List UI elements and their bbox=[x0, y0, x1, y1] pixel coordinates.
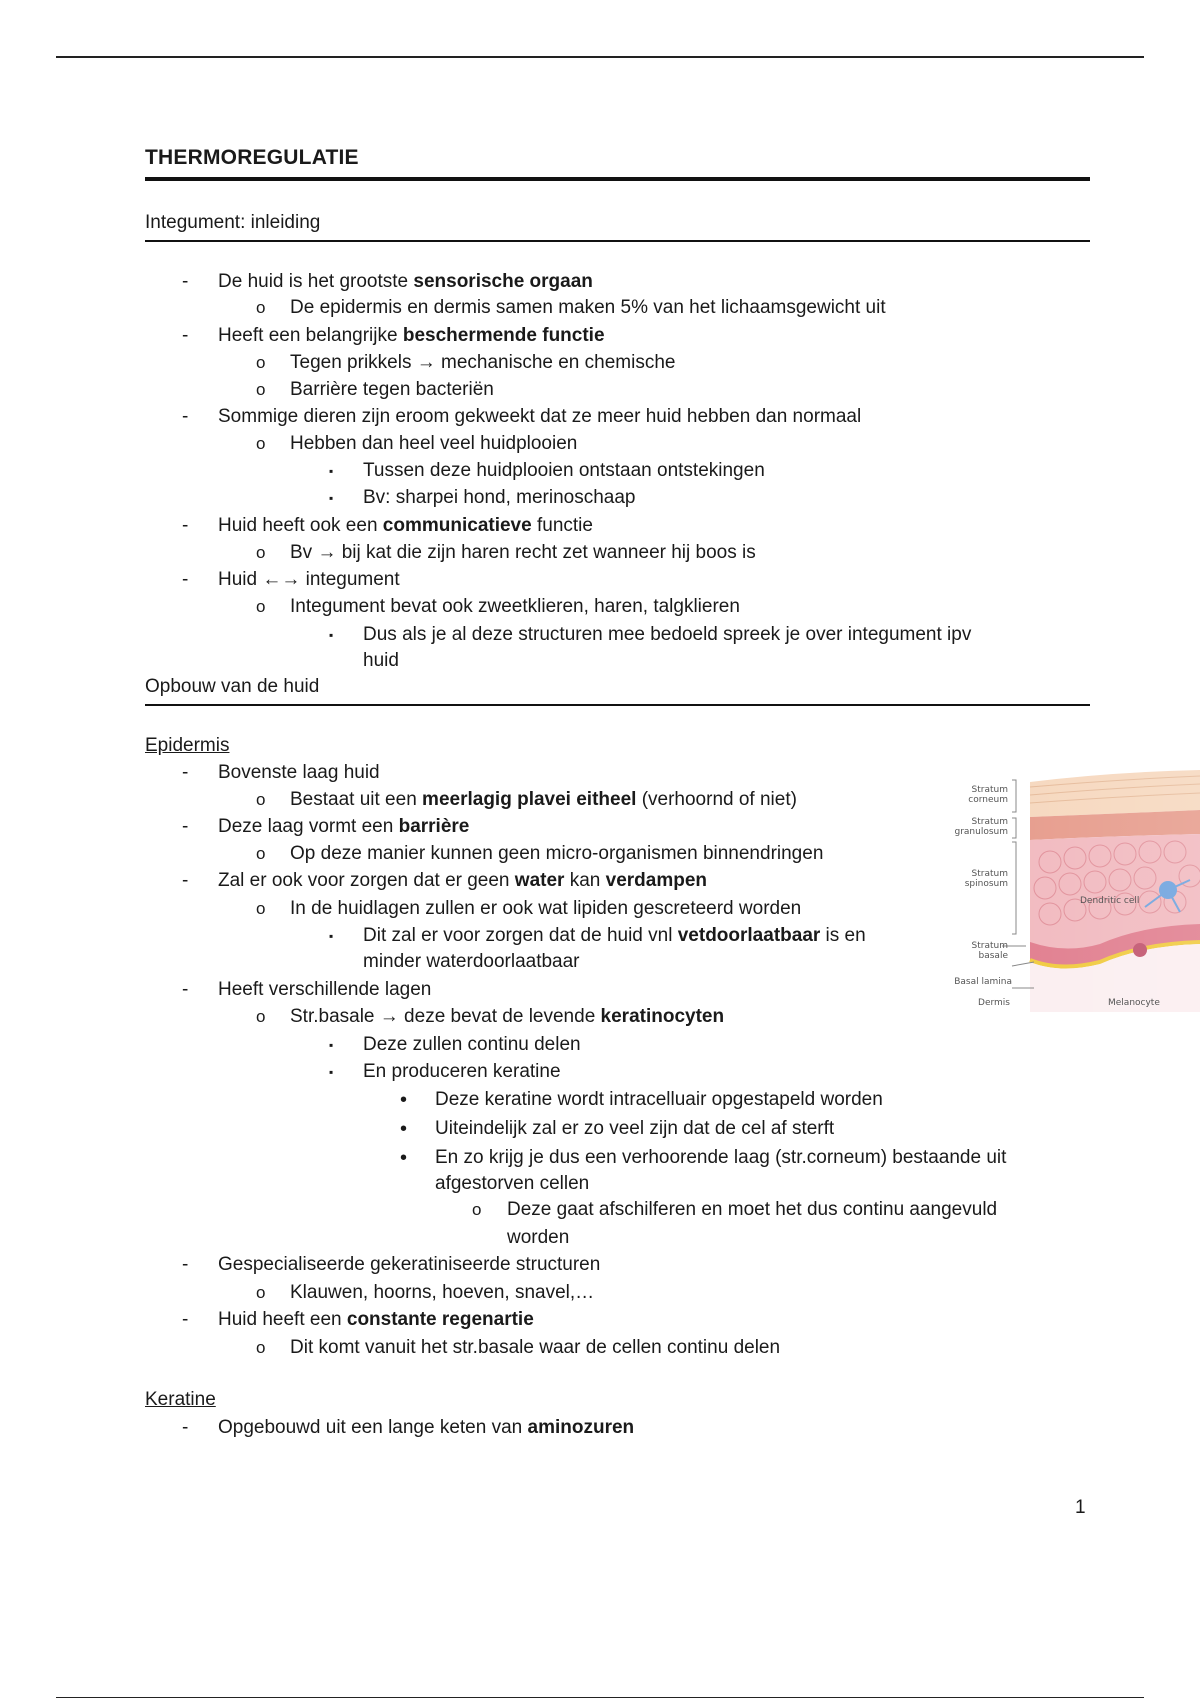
bullet-marker: - bbox=[182, 816, 189, 837]
list-item: Gespecialiseerde gekeratiniseerde structuren bbox=[218, 1254, 601, 1275]
list-item: Huid heeft een constante regenartie bbox=[218, 1309, 534, 1330]
page-bottom-rule bbox=[56, 1697, 1144, 1698]
label-dendritic-cell: Dendritic cell bbox=[1080, 896, 1140, 906]
bullet-marker: o bbox=[256, 543, 266, 562]
bullet-marker: - bbox=[182, 870, 189, 891]
section-heading-opbouw: Opbouw van de huid bbox=[145, 676, 320, 697]
label-dermis: Dermis bbox=[978, 998, 1010, 1008]
bullet-marker: - bbox=[182, 979, 189, 1000]
bullet-marker: o bbox=[256, 790, 266, 809]
bullet-marker: • bbox=[400, 1147, 408, 1169]
bullet-marker: ▪ bbox=[329, 464, 334, 478]
list-item: En zo krijg je dus een verhoorende laag (str.corneum) bestaande uit bbox=[435, 1147, 1007, 1168]
list-item: In de huidlagen zullen er ook wat lipiden gescreteerd worden bbox=[290, 898, 802, 919]
list-item: Uiteindelijk zal er zo veel zijn dat de cel af sterft bbox=[435, 1118, 835, 1139]
bullet-marker: - bbox=[182, 1309, 189, 1330]
list-item: Deze zullen continu delen bbox=[363, 1034, 581, 1055]
label-stratum-spinosum: Stratum spinosum bbox=[964, 869, 1008, 889]
bullet-marker: - bbox=[182, 271, 189, 292]
list-item-continuation: worden bbox=[507, 1227, 570, 1248]
bullet-marker: - bbox=[182, 762, 189, 783]
list-item: Deze gaat afschilferen en moet het dus continu aangevuld bbox=[507, 1199, 998, 1220]
list-item: Op deze manier kunnen geen micro-organismen binnendringen bbox=[290, 843, 824, 864]
section-heading-integument: Integument: inleiding bbox=[145, 212, 321, 233]
label-stratum-basale: Stratum basale bbox=[971, 941, 1008, 961]
bullet-marker: ▪ bbox=[329, 929, 334, 943]
bullet-marker: o bbox=[256, 1338, 266, 1357]
bullet-marker: o bbox=[256, 353, 266, 372]
list-item: Deze keratine wordt intracelluair opgestapeld worden bbox=[435, 1089, 883, 1110]
list-item: Zal er ook voor zorgen dat er geen water kan verdampen bbox=[218, 870, 708, 891]
list-item: Huid heeft ook een communicatieve functie bbox=[218, 515, 593, 536]
bullet-marker: ▪ bbox=[329, 1038, 334, 1052]
bullet-marker: ▪ bbox=[329, 1065, 334, 1079]
list-item: En produceren keratine bbox=[363, 1061, 561, 1082]
list-item: Heeft een belangrijke beschermende functie bbox=[218, 325, 605, 346]
bullet-marker: - bbox=[182, 1417, 189, 1438]
list-item: Opgebouwd uit een lange keten van aminozuren bbox=[218, 1417, 635, 1438]
list-item-continuation: huid bbox=[363, 650, 399, 671]
label-stratum-corneum: Stratum corneum bbox=[968, 785, 1008, 805]
bullet-marker: o bbox=[256, 1007, 266, 1026]
list-item: Tegen prikkels → mechanische en chemische bbox=[290, 352, 676, 373]
section-underline bbox=[145, 240, 1090, 242]
subheading-epidermis: Epidermis bbox=[145, 735, 230, 756]
section-underline bbox=[145, 704, 1090, 706]
list-item: Deze laag vormt een barrière bbox=[218, 816, 470, 837]
list-item: Hebben dan heel veel huidplooien bbox=[290, 433, 578, 454]
list-item: Tussen deze huidplooien ontstaan ontstekingen bbox=[363, 460, 765, 481]
list-item-continuation: minder waterdoorlaatbaar bbox=[363, 951, 580, 972]
bullet-marker: - bbox=[182, 515, 189, 536]
list-item: Klauwen, hoorns, hoeven, snavel,… bbox=[290, 1282, 595, 1303]
page-number: 1 bbox=[1075, 1497, 1086, 1518]
list-item: De huid is het grootste sensorische orgaan bbox=[218, 271, 593, 292]
bullet-marker: o bbox=[256, 597, 266, 616]
bullet-marker: ▪ bbox=[329, 491, 334, 505]
list-item: Sommige dieren zijn eroom gekweekt dat ze meer huid hebben dan normaal bbox=[218, 406, 862, 427]
bullet-marker: • bbox=[400, 1089, 408, 1111]
bullet-marker: - bbox=[182, 569, 189, 590]
bullet-marker: • bbox=[400, 1118, 408, 1140]
bullet-marker: - bbox=[182, 406, 189, 427]
list-item: Dit komt vanuit het str.basale waar de cellen continu delen bbox=[290, 1337, 781, 1358]
subheading-keratine: Keratine bbox=[145, 1389, 216, 1410]
list-item: De epidermis en dermis samen maken 5% van het lichaamsgewicht uit bbox=[290, 297, 886, 318]
bullet-marker: o bbox=[472, 1200, 482, 1219]
list-item: Barrière tegen bacteriën bbox=[290, 379, 494, 400]
list-item: Bovenste laag huid bbox=[218, 762, 380, 783]
label-basal-lamina: Basal lamina bbox=[954, 977, 1012, 987]
bullet-marker: o bbox=[256, 434, 266, 453]
bullet-marker: ▪ bbox=[329, 628, 334, 642]
bullet-marker: o bbox=[256, 899, 266, 918]
list-item: Huid ←→ integument bbox=[218, 569, 400, 590]
list-item: Str.basale → deze bevat de levende keratinocyten bbox=[290, 1006, 725, 1027]
bullet-marker: o bbox=[256, 298, 266, 317]
list-item: Bv: sharpei hond, merinoschaap bbox=[363, 487, 636, 508]
label-melanocyte: Melanocyte bbox=[1108, 998, 1160, 1008]
list-item: Dus als je al deze structuren mee bedoeld spreek je over integument ipv bbox=[363, 624, 972, 645]
title-underline bbox=[145, 177, 1090, 181]
bullet-marker: o bbox=[256, 380, 266, 399]
bullet-marker: - bbox=[182, 325, 189, 346]
skin-layers-figure bbox=[940, 762, 1200, 1042]
list-item: Bv → bij kat die zijn haren recht zet wanneer hij boos is bbox=[290, 542, 756, 563]
bullet-marker: o bbox=[256, 1283, 266, 1302]
list-item: Heeft verschillende lagen bbox=[218, 979, 432, 1000]
bullet-marker: o bbox=[256, 844, 266, 863]
label-stratum-granulosum: Stratum granulosum bbox=[954, 817, 1008, 837]
bullet-marker: - bbox=[182, 1254, 189, 1275]
list-item-continuation: afgestorven cellen bbox=[435, 1173, 590, 1194]
list-item: Dit zal er voor zorgen dat de huid vnl vetdoorlaatbaar is en bbox=[363, 925, 866, 946]
list-item: Bestaat uit een meerlagig plavei eitheel (verhoornd of niet) bbox=[290, 789, 797, 810]
document-title: THERMOREGULATIE bbox=[145, 146, 359, 169]
list-item: Integument bevat ook zweetklieren, haren, talgklieren bbox=[290, 596, 740, 617]
